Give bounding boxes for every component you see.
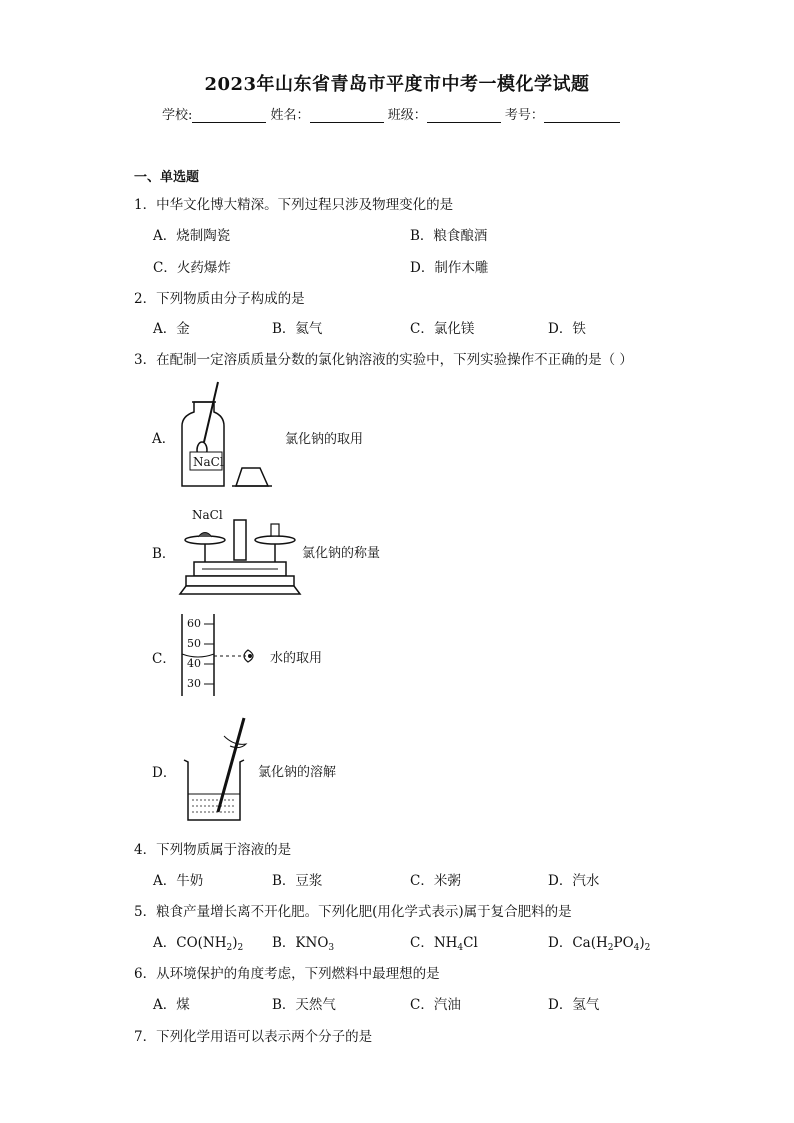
q5-option-a[interactable]: A．$CO(NH_2)_2$ [153,935,244,953]
q1-option-a[interactable]: A．烧制陶瓷 [153,228,231,244]
q1-option-b[interactable]: B．粮食酿酒 [410,228,488,244]
q5-option-d[interactable]: D．$Ca(H_2PO_4)_2$ [548,935,651,953]
tick-50: 50 [187,637,201,650]
q4-option-b[interactable]: B．豆浆 [272,873,323,889]
q2-option-c[interactable]: C．氯化镁 [410,321,475,337]
q3-option-a[interactable]: A． [152,431,176,447]
q2-option-b[interactable]: B．氦气 [272,321,323,337]
q5-option-b[interactable]: B．$KNO_3$ [272,935,335,953]
q3-d-caption: 氯化钠的溶解 [258,765,337,780]
question-7-stem: 7．下列化学用语可以表示两个分子的是 [134,1029,373,1045]
q4-option-c[interactable]: C．米粥 [410,873,461,889]
school-label: 学校: [162,108,193,123]
q6-option-d[interactable]: D．氢气 [548,997,600,1013]
q2-option-d[interactable]: D．铁 [548,321,586,337]
q3-c-caption: 水的取用 [270,651,323,666]
balance-base [186,576,294,586]
q6-option-b[interactable]: B．天然气 [272,997,336,1013]
q3-option-d[interactable]: D． [152,765,177,781]
q4-option-a[interactable]: A．牛奶 [153,873,204,889]
q1-option-d[interactable]: D．制作木雕 [410,260,489,276]
question-3-stem: 3．在配制一定溶质质量分数的氯化钠溶液的实验中，下列实验操作不正确的是（ ） [134,352,633,368]
q6-option-c[interactable]: C．汽油 [410,997,461,1013]
spoon-handle [204,382,218,442]
right-pan [255,536,295,544]
q3-option-c[interactable]: C． [152,651,176,667]
class-blank[interactable] [427,108,501,123]
question-2-stem: 2．下列物质由分子构成的是 [134,291,305,307]
page-title: 2023年山东省青岛市平度市中考一模化学试题 [204,74,590,95]
q4-option-d[interactable]: D．汽水 [548,873,600,889]
q1-option-c[interactable]: C．火药爆炸 [153,260,231,276]
balance-illustration [180,510,300,596]
tick-40: 40 [187,657,201,670]
q5-option-c[interactable]: C．$NH_4Cl$ [410,935,478,953]
exam-no-blank[interactable] [544,108,620,123]
salt-pile [198,533,212,538]
name-label: 姓名： [270,108,310,123]
balance-salt-label: NaCl [192,508,223,522]
weight [271,524,279,536]
bottle-body [182,402,224,486]
reagent-bottle-illustration [176,380,276,490]
left-pan [185,536,225,544]
student-info-line [162,104,620,123]
q3-option-b[interactable]: B． [152,546,176,562]
name-blank[interactable] [310,108,384,123]
exam-no-label: 考号： [504,108,544,123]
question-4-stem: 4．下列物质属于溶液的是 [134,842,292,858]
question-6-stem: 6．从环境保护的角度考虑，下列燃料中最理想的是 [134,966,440,982]
balance-pillar [234,520,246,560]
bottle-stopper [236,468,268,486]
q3-b-caption: 氯化钠的称量 [302,546,381,561]
section-heading: 一、单选题 [134,170,200,185]
tick-60: 60 [187,617,201,630]
question-5-stem: 5．粮食产量增长离不开化肥。下列化肥(用化学式表示)属于复合肥料的是 [134,904,572,920]
class-label: 班级： [387,108,427,123]
bottle-label-text: NaCl [193,455,224,469]
q2-option-a[interactable]: A．金 [153,321,190,337]
beaker-outline [184,760,244,820]
school-blank[interactable] [192,108,266,123]
q6-option-a[interactable]: A．煤 [153,997,190,1013]
tick-30: 30 [187,677,201,690]
question-1-stem: 1．中华文化博大精深。下列过程只涉及物理变化的是 [134,197,454,213]
q3-a-caption: 氯化钠的取用 [285,432,364,447]
beaker-illustration [180,716,260,826]
